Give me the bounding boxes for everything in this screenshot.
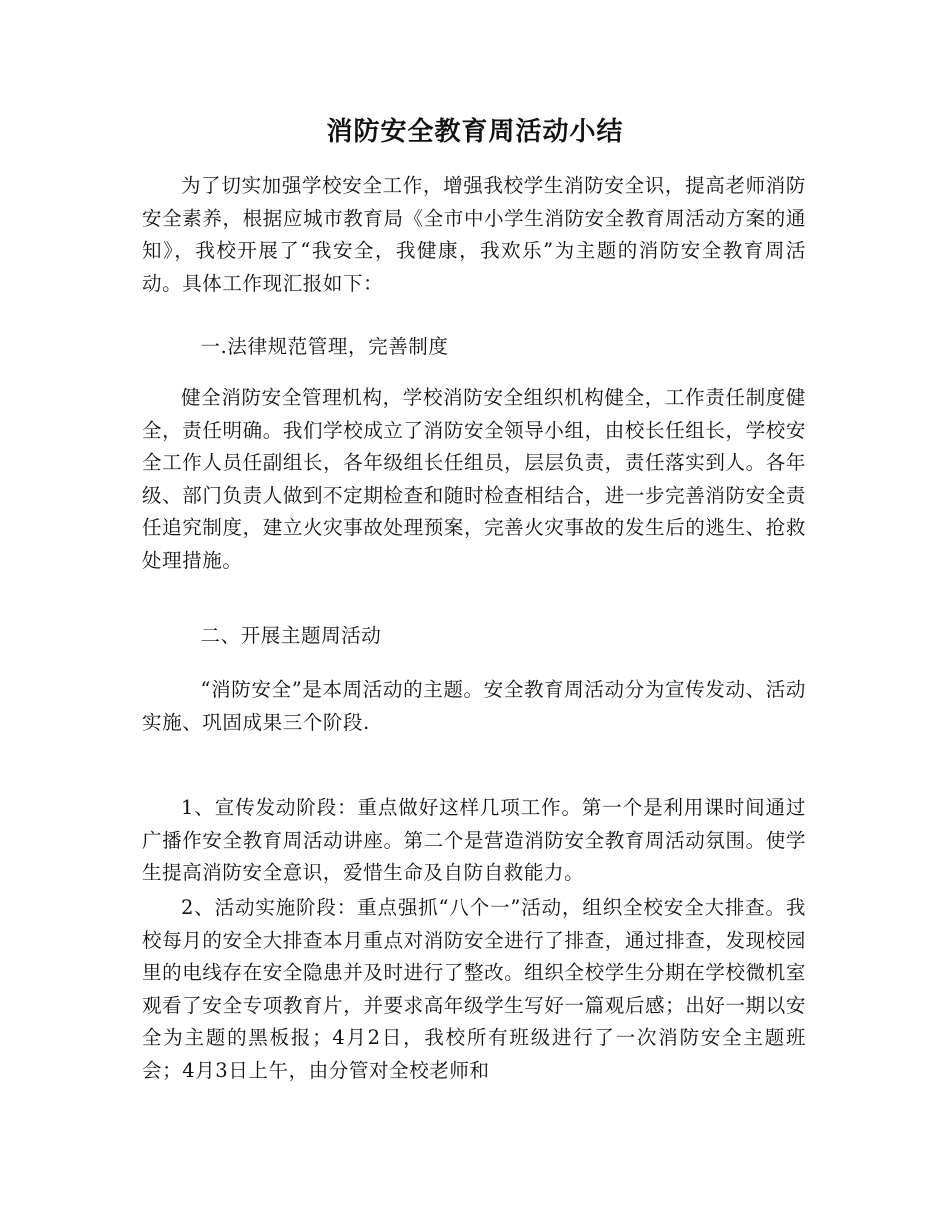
section-heading-1: 一.法律规范管理，完善制度	[200, 335, 449, 358]
section-2-intro-paragraph: “消防安全”是本周活动的主题。安全教育周活动分为宣传发动、活动实施、巩固成果三个阶段.	[142, 678, 806, 734]
section-1-paragraph: 健全消防安全管理机构，学校消防安全组织机构健全，工作责任制度健全，责任明确。我们学校成立了消防安全领导小组，由校长任组长，学校安全工作人员任副组长，各年级组长任组员，层层负责，责任落实到人。各年级、部门负责人做到不定期检查和随时检查相结合，进一步完善消防安全责任追究制度，建立火灾事故处理预案，完善火灾事故的发生后的逃生、抢救处理措施。	[142, 386, 806, 572]
section-heading-2: 二、开展主题周活动	[200, 624, 382, 647]
intro-paragraph: 为了切实加强学校安全工作，增强我校学生消防安全识，提高老师消防安全素养，根据应城市教育局《全市中小学生消防安全教育周活动方案的通知》，我校开展了“我安全，我健康，我欢乐”为主题的消防安全教育周活动。具体工作现汇报如下：	[142, 174, 806, 295]
stage-2-paragraph: 2、活动实施阶段：重点强抓“八个一”活动，组织全校安全大排查。我校每月的安全大排查本月重点对消防安全进行了排查，通过排查，发现校园里的电线存在安全隐患并及时进行了整改。组织全校学生分期在学校微机室观看了安全专项教育片，并要求高年级学生写好一篇观后感；出好一期以安全为主题的黑板报；4月2日，我校所有班级进行了一次消防安全主题班会；4月3日上午，由分管对全校老师和	[142, 896, 806, 1082]
document-title: 消防安全教育周活动小结	[326, 117, 624, 147]
stage-1-paragraph: 1、宣传发动阶段：重点做好这样几项工作。第一个是利用课时间通过广播作安全教育周活动讲座。第二个是营造消防安全教育周活动氛围。使学生提高消防安全意识，爱惜生命及自防自救能力。	[142, 796, 806, 884]
